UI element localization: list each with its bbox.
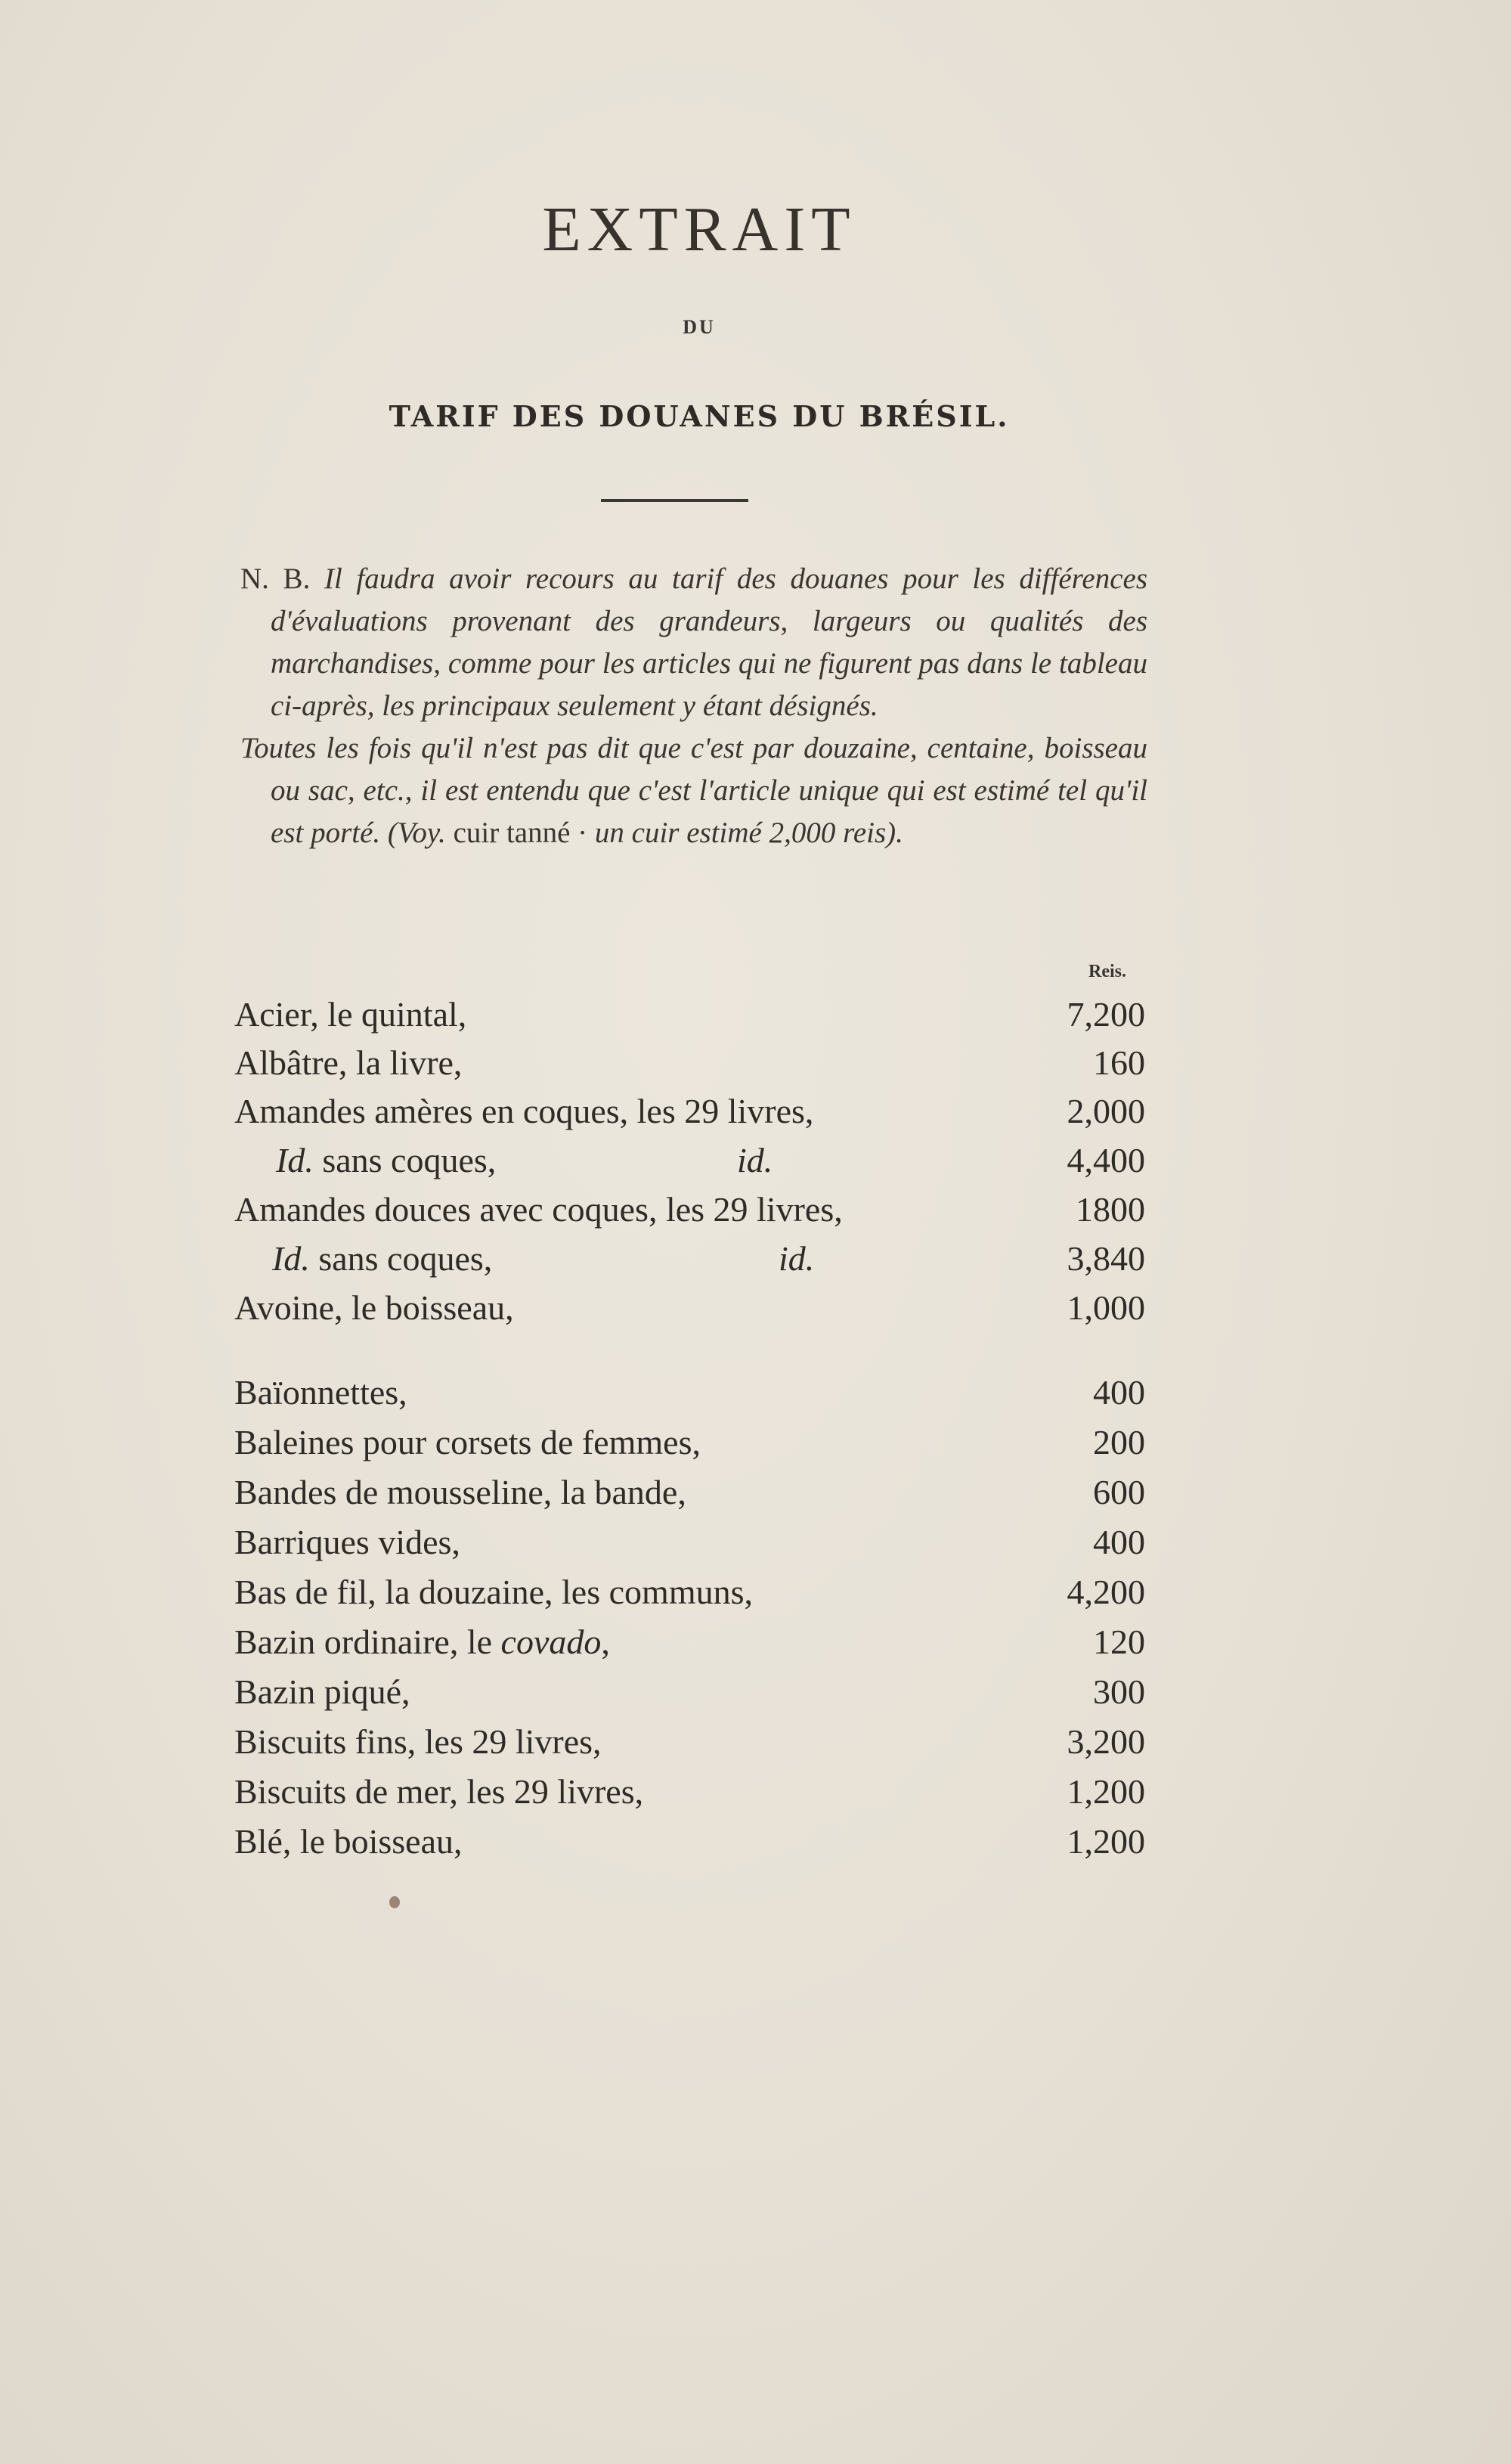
row-id-ditto: id. (737, 1141, 773, 1179)
table-row (234, 1672, 1145, 1717)
row-label: Biscuits fins, les 29 livres, (234, 1722, 602, 1761)
row-value: 300 (1093, 1672, 1145, 1711)
note-nb-text: Il faudra avoir recours au tarif des douanes pour les différences d'évaluations provenant des grandeurs, largeurs ou qualités des marchandises, comme pour les articles qui ne figurent pas dans le tableau ci-après, les principaux seulement y étant désignés. (271, 563, 1147, 722)
row-label: Bas de fil, la douzaine, les communs, (234, 1573, 754, 1611)
row-value: 4,400 (1067, 1141, 1145, 1179)
row-value: 1800 (1076, 1190, 1145, 1229)
note-toutes-plain: cuir tanné · (445, 817, 595, 849)
row-value: 4,200 (1067, 1573, 1145, 1611)
note-toutes-voy: Voy. (397, 817, 446, 849)
table-row (234, 1372, 1145, 1418)
row-value: 160 (1093, 1043, 1145, 1082)
row-label-italic: covado (500, 1623, 602, 1661)
notes-block (240, 558, 1147, 854)
table-row (234, 1189, 1145, 1235)
table-row (234, 1140, 1145, 1186)
page-subtitle: TARIF DES DOUANES DU BRÉSIL. (389, 399, 1010, 433)
table-row (234, 1771, 1145, 1817)
row-label: Bandes de mousseline, la bande, (234, 1473, 686, 1511)
row-label: Biscuits de mer, les 29 livres, (234, 1772, 644, 1811)
table-row (234, 1622, 1145, 1667)
row-label: Blé, le boisseau, (234, 1822, 463, 1861)
table-row (234, 994, 1145, 1040)
row-id-ditto: id. (779, 1239, 815, 1278)
table-row (234, 1043, 1145, 1088)
note-toutes (240, 727, 1147, 854)
row-label-id: Id. (272, 1239, 310, 1278)
row-label-text: Bazin ordinaire, le (234, 1623, 501, 1661)
title-connector: DU (683, 316, 716, 338)
row-label-text: sans coques, (309, 1239, 493, 1278)
row-label: Baïonnettes, (234, 1373, 407, 1412)
row-label: Acier, le quintal, (234, 995, 467, 1034)
row-label: Amandes douces avec coques, les 29 livres, (234, 1190, 843, 1229)
row-value: 2,000 (1067, 1092, 1145, 1130)
row-label: Albâtre, la livre, (234, 1043, 463, 1082)
row-label: Barriques vides, (234, 1523, 460, 1561)
row-label-text: sans coques, (313, 1141, 497, 1179)
row-value: 3,200 (1067, 1722, 1145, 1761)
table-row (234, 1472, 1145, 1517)
row-label-id: Id. (276, 1141, 314, 1179)
row-value: 120 (1093, 1623, 1145, 1661)
unit-header: Reis. (1088, 962, 1126, 981)
note-toutes-end: un cuir estimé 2,000 reis). (594, 817, 903, 849)
row-label: Avoine, le boisseau, (234, 1288, 514, 1327)
row-label (272, 1238, 492, 1278)
row-value: 7,200 (1067, 995, 1145, 1034)
table-row (234, 1238, 1145, 1284)
title-divider (601, 499, 748, 502)
row-label: Bazin piqué, (234, 1672, 410, 1711)
row-value: 400 (1093, 1523, 1145, 1561)
row-value: 1,200 (1067, 1772, 1145, 1811)
ink-blot-mark (389, 1896, 400, 1908)
note-nb-lead: N. B. (240, 563, 311, 595)
table-row (234, 1091, 1145, 1136)
row-value: 200 (1093, 1423, 1145, 1461)
row-value: 1,000 (1067, 1288, 1145, 1327)
page-title: EXTRAIT (542, 194, 856, 265)
row-value: 3,840 (1067, 1239, 1145, 1278)
table-row (234, 1288, 1145, 1333)
table-row (234, 1821, 1145, 1867)
row-label: Amandes amères en coques, les 29 livres, (234, 1092, 814, 1130)
note-nb (240, 558, 1147, 727)
table-row (234, 1422, 1145, 1468)
table-row (234, 1722, 1145, 1767)
table-row (234, 1572, 1145, 1617)
row-value: 600 (1093, 1473, 1145, 1511)
note-toutes-text: Toutes les fois qu'il n'est pas dit que c'est par douzaine, centaine, boisseau ou sac, etc., il est entendu que c'est l'article unique qui est estimé tel qu'il est porté. ( (240, 732, 1147, 849)
row-label (276, 1140, 496, 1180)
table-row (234, 1522, 1145, 1567)
row-label: Baleines pour corsets de femmes, (234, 1423, 701, 1461)
row-label (234, 1622, 610, 1662)
row-value: 1,200 (1067, 1822, 1145, 1861)
row-value: 400 (1093, 1373, 1145, 1412)
row-label-end: , (601, 1623, 610, 1661)
